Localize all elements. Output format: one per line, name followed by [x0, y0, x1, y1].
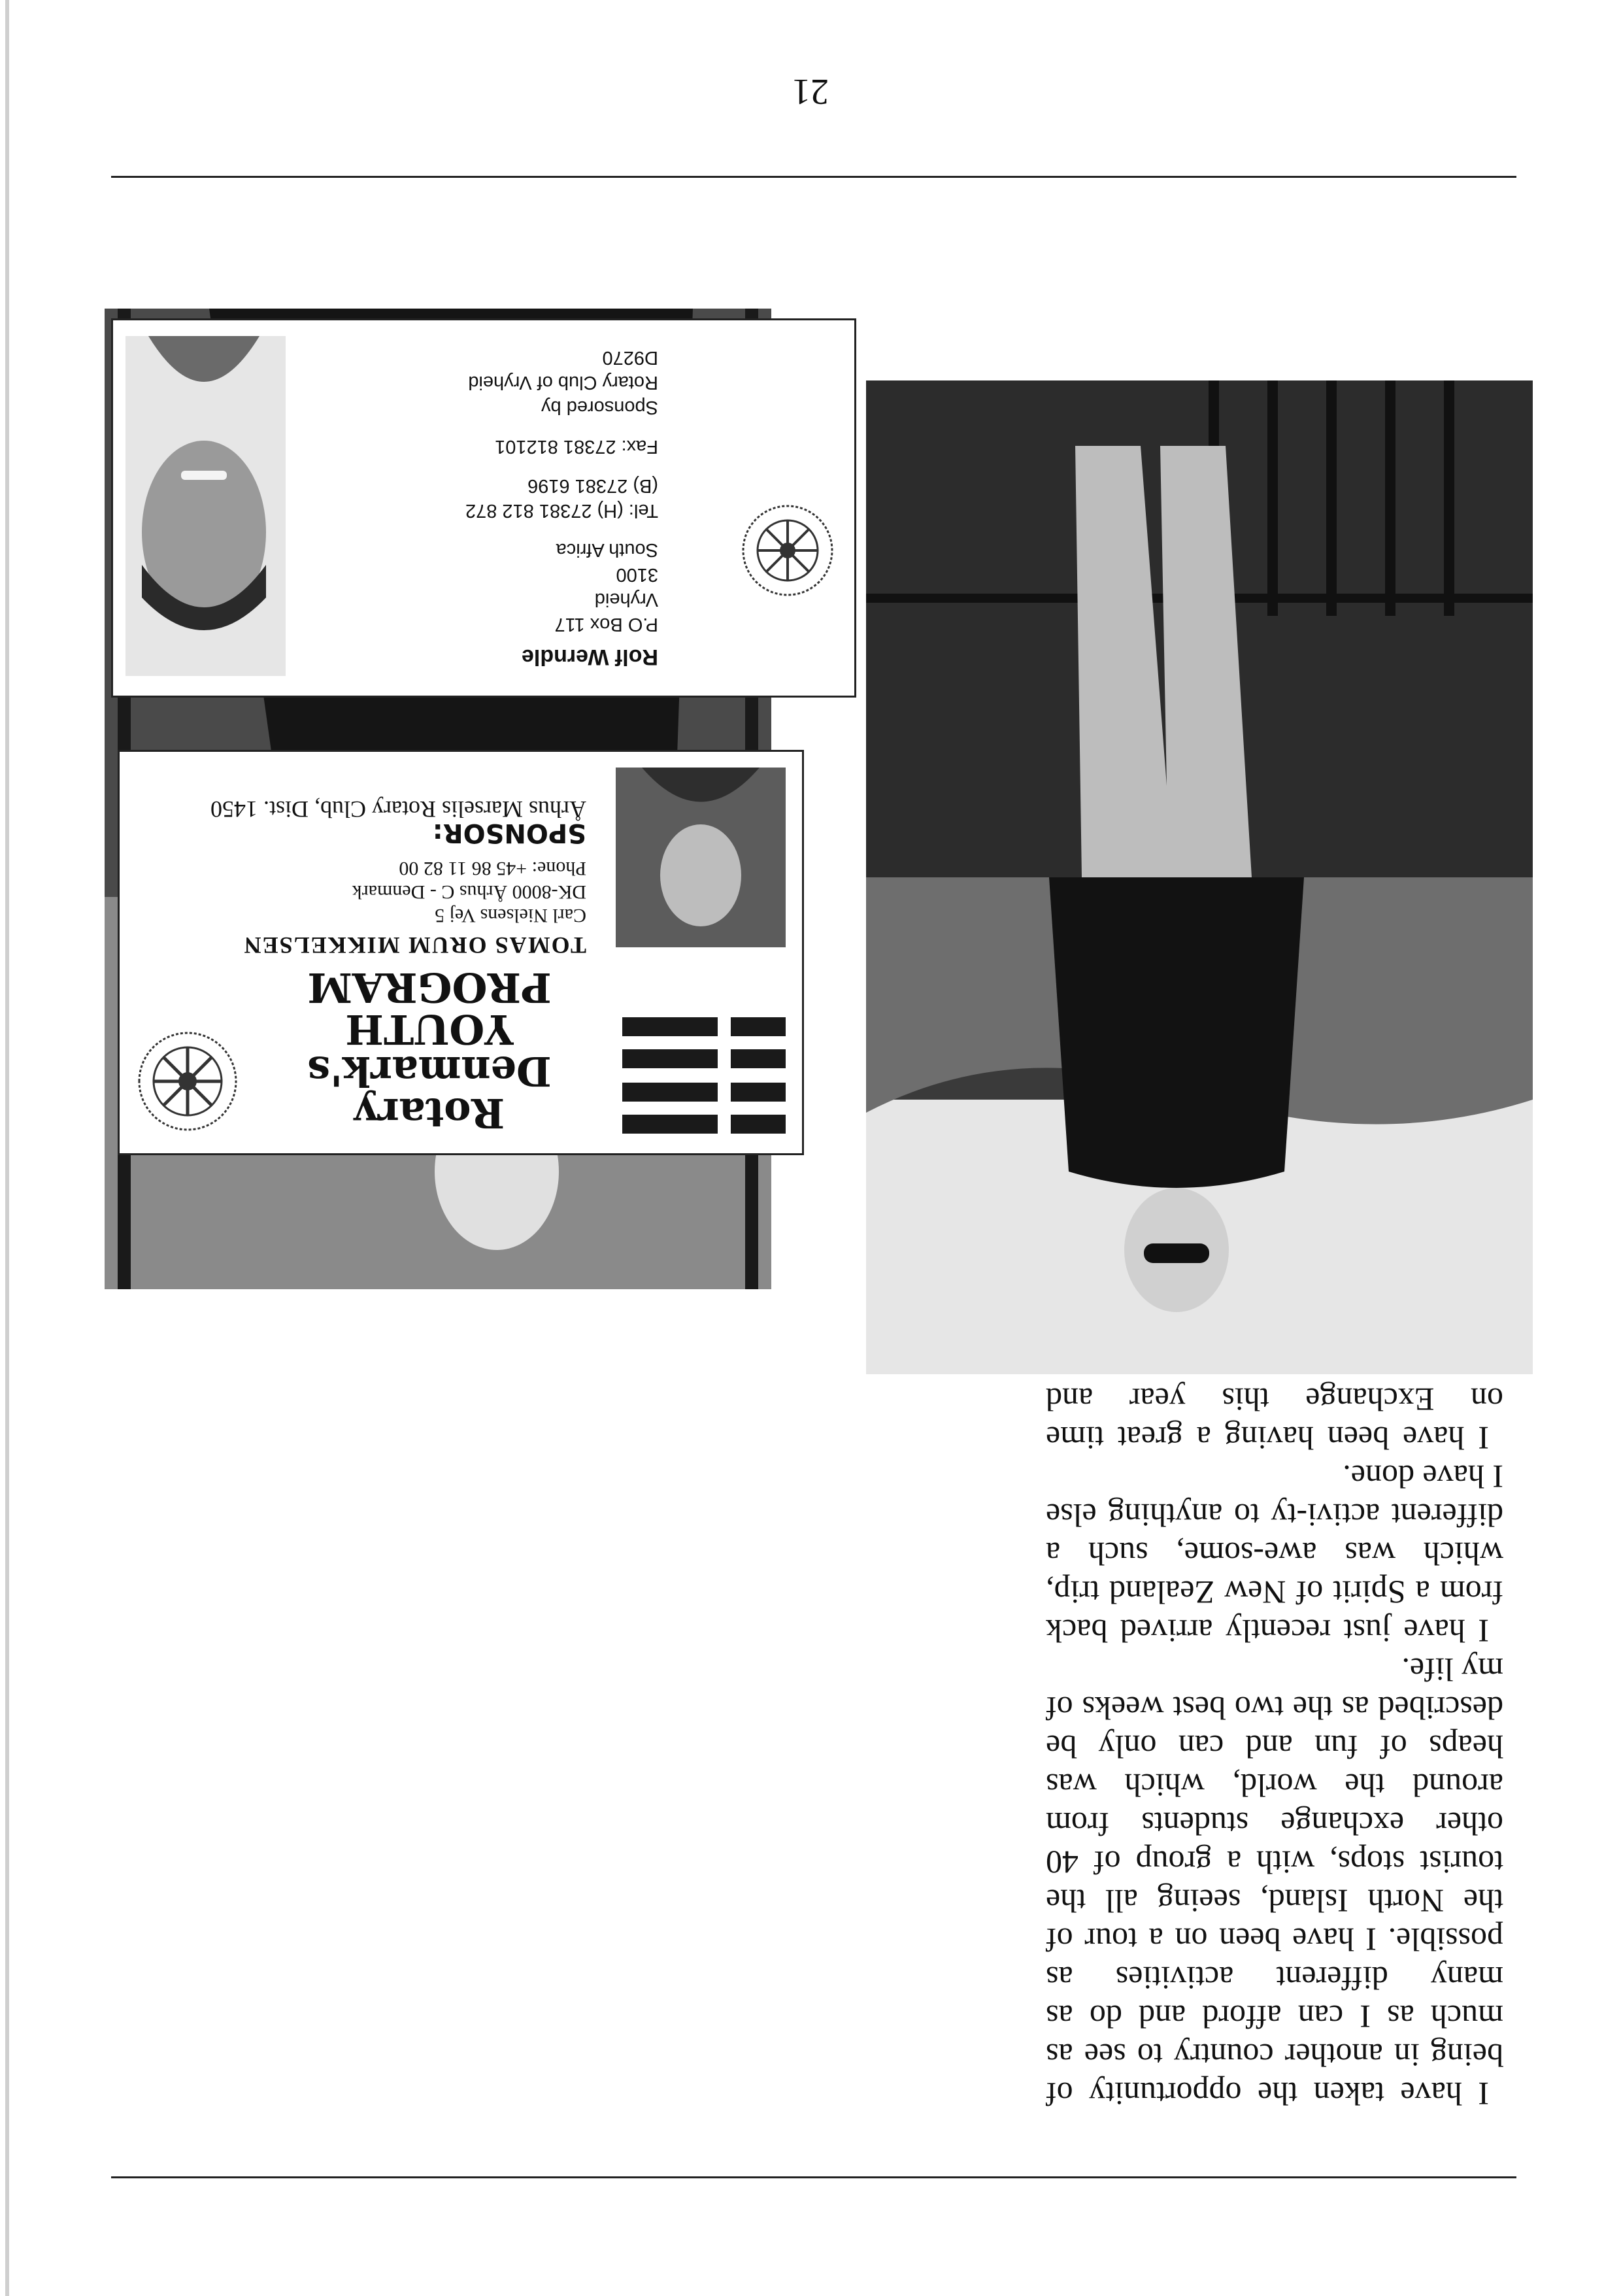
title-line-1: Rotary Denmark's: [307, 1047, 552, 1137]
phone-number: Phone: +45 86 11 82 00: [399, 858, 586, 879]
youth-program-title: [253, 964, 606, 1137]
title-line-3: PROGRAM: [307, 964, 552, 1011]
rotary-wheel-icon: [740, 503, 835, 598]
rolf-details: [292, 345, 658, 669]
rolf-sponsor-club: Rotary Club of Vryheid: [468, 372, 658, 393]
danish-flag-icon: [622, 1083, 786, 1134]
rotary-wheel-icon: [135, 1029, 240, 1134]
address-line-1: Carl Nielsens Vej 5: [435, 905, 586, 926]
rolf-address-line-1: P.O Box 117: [554, 614, 658, 635]
photo-boy-in-sunglasses: [866, 380, 1533, 1374]
address-line-2: DK-8000 Århus C - Denmark: [352, 881, 586, 903]
student-name: TOMAS ORUM MIKKELSEN: [242, 932, 586, 958]
title-line-2: YOUTH: [345, 1005, 514, 1053]
scan-edge: [5, 0, 9, 2296]
sponsor-label: SPONSOR:: [432, 818, 586, 848]
bottom-rule: [111, 176, 1516, 178]
danish-flag-icon: [622, 1017, 786, 1068]
rolf-address-line-4: South Africa: [556, 539, 658, 560]
rolf-fax: Fax: 27381 812101: [495, 436, 658, 457]
rolf-tel-home: Tel: (H) 27381 812 872: [465, 500, 658, 521]
rolf-tel-business: (B) 27381 6196: [527, 475, 658, 496]
danish-flags: [622, 1003, 786, 1134]
student-portrait: [616, 768, 786, 947]
top-rule: [111, 2176, 1516, 2178]
rolf-name: Rolf Werndle: [521, 645, 658, 669]
rolf-address-line-3: 3100: [616, 564, 658, 585]
rolf-portrait: [125, 336, 286, 676]
student-details: [129, 798, 586, 957]
rolf-werndle-card: [111, 318, 856, 698]
rolf-sponsored-by: Sponsored by: [541, 397, 658, 418]
rolf-address-line-2: Vryheid: [594, 589, 658, 610]
sponsor-club: Århus Marselis Rotary Club, Dist. 1450: [210, 796, 586, 822]
article-paragraph-2: I have just recently arrived back from a Spirit of New Zealand trip, which was awe-some, such a different activi-ty to anything else I have done.: [1046, 1459, 1503, 1649]
article-paragraph-1: I have taken the opportunity of being in another country to see as much as I can afford and do as many different activities as possible. I have been on a tour of the North Island, seeing all the tourist stops, with a group of 40 other exchange students from around the world, which was heaps of fun and can only be described as the two best weeks of my life.: [1046, 1651, 1503, 2112]
rolf-sponsor-number: D9270: [602, 347, 658, 368]
page-number: 21: [792, 71, 829, 112]
article-paragraph-3: I have been having a great time on Exchange this year and: [1046, 1381, 1503, 1457]
rotary-denmark-card: [118, 750, 804, 1155]
